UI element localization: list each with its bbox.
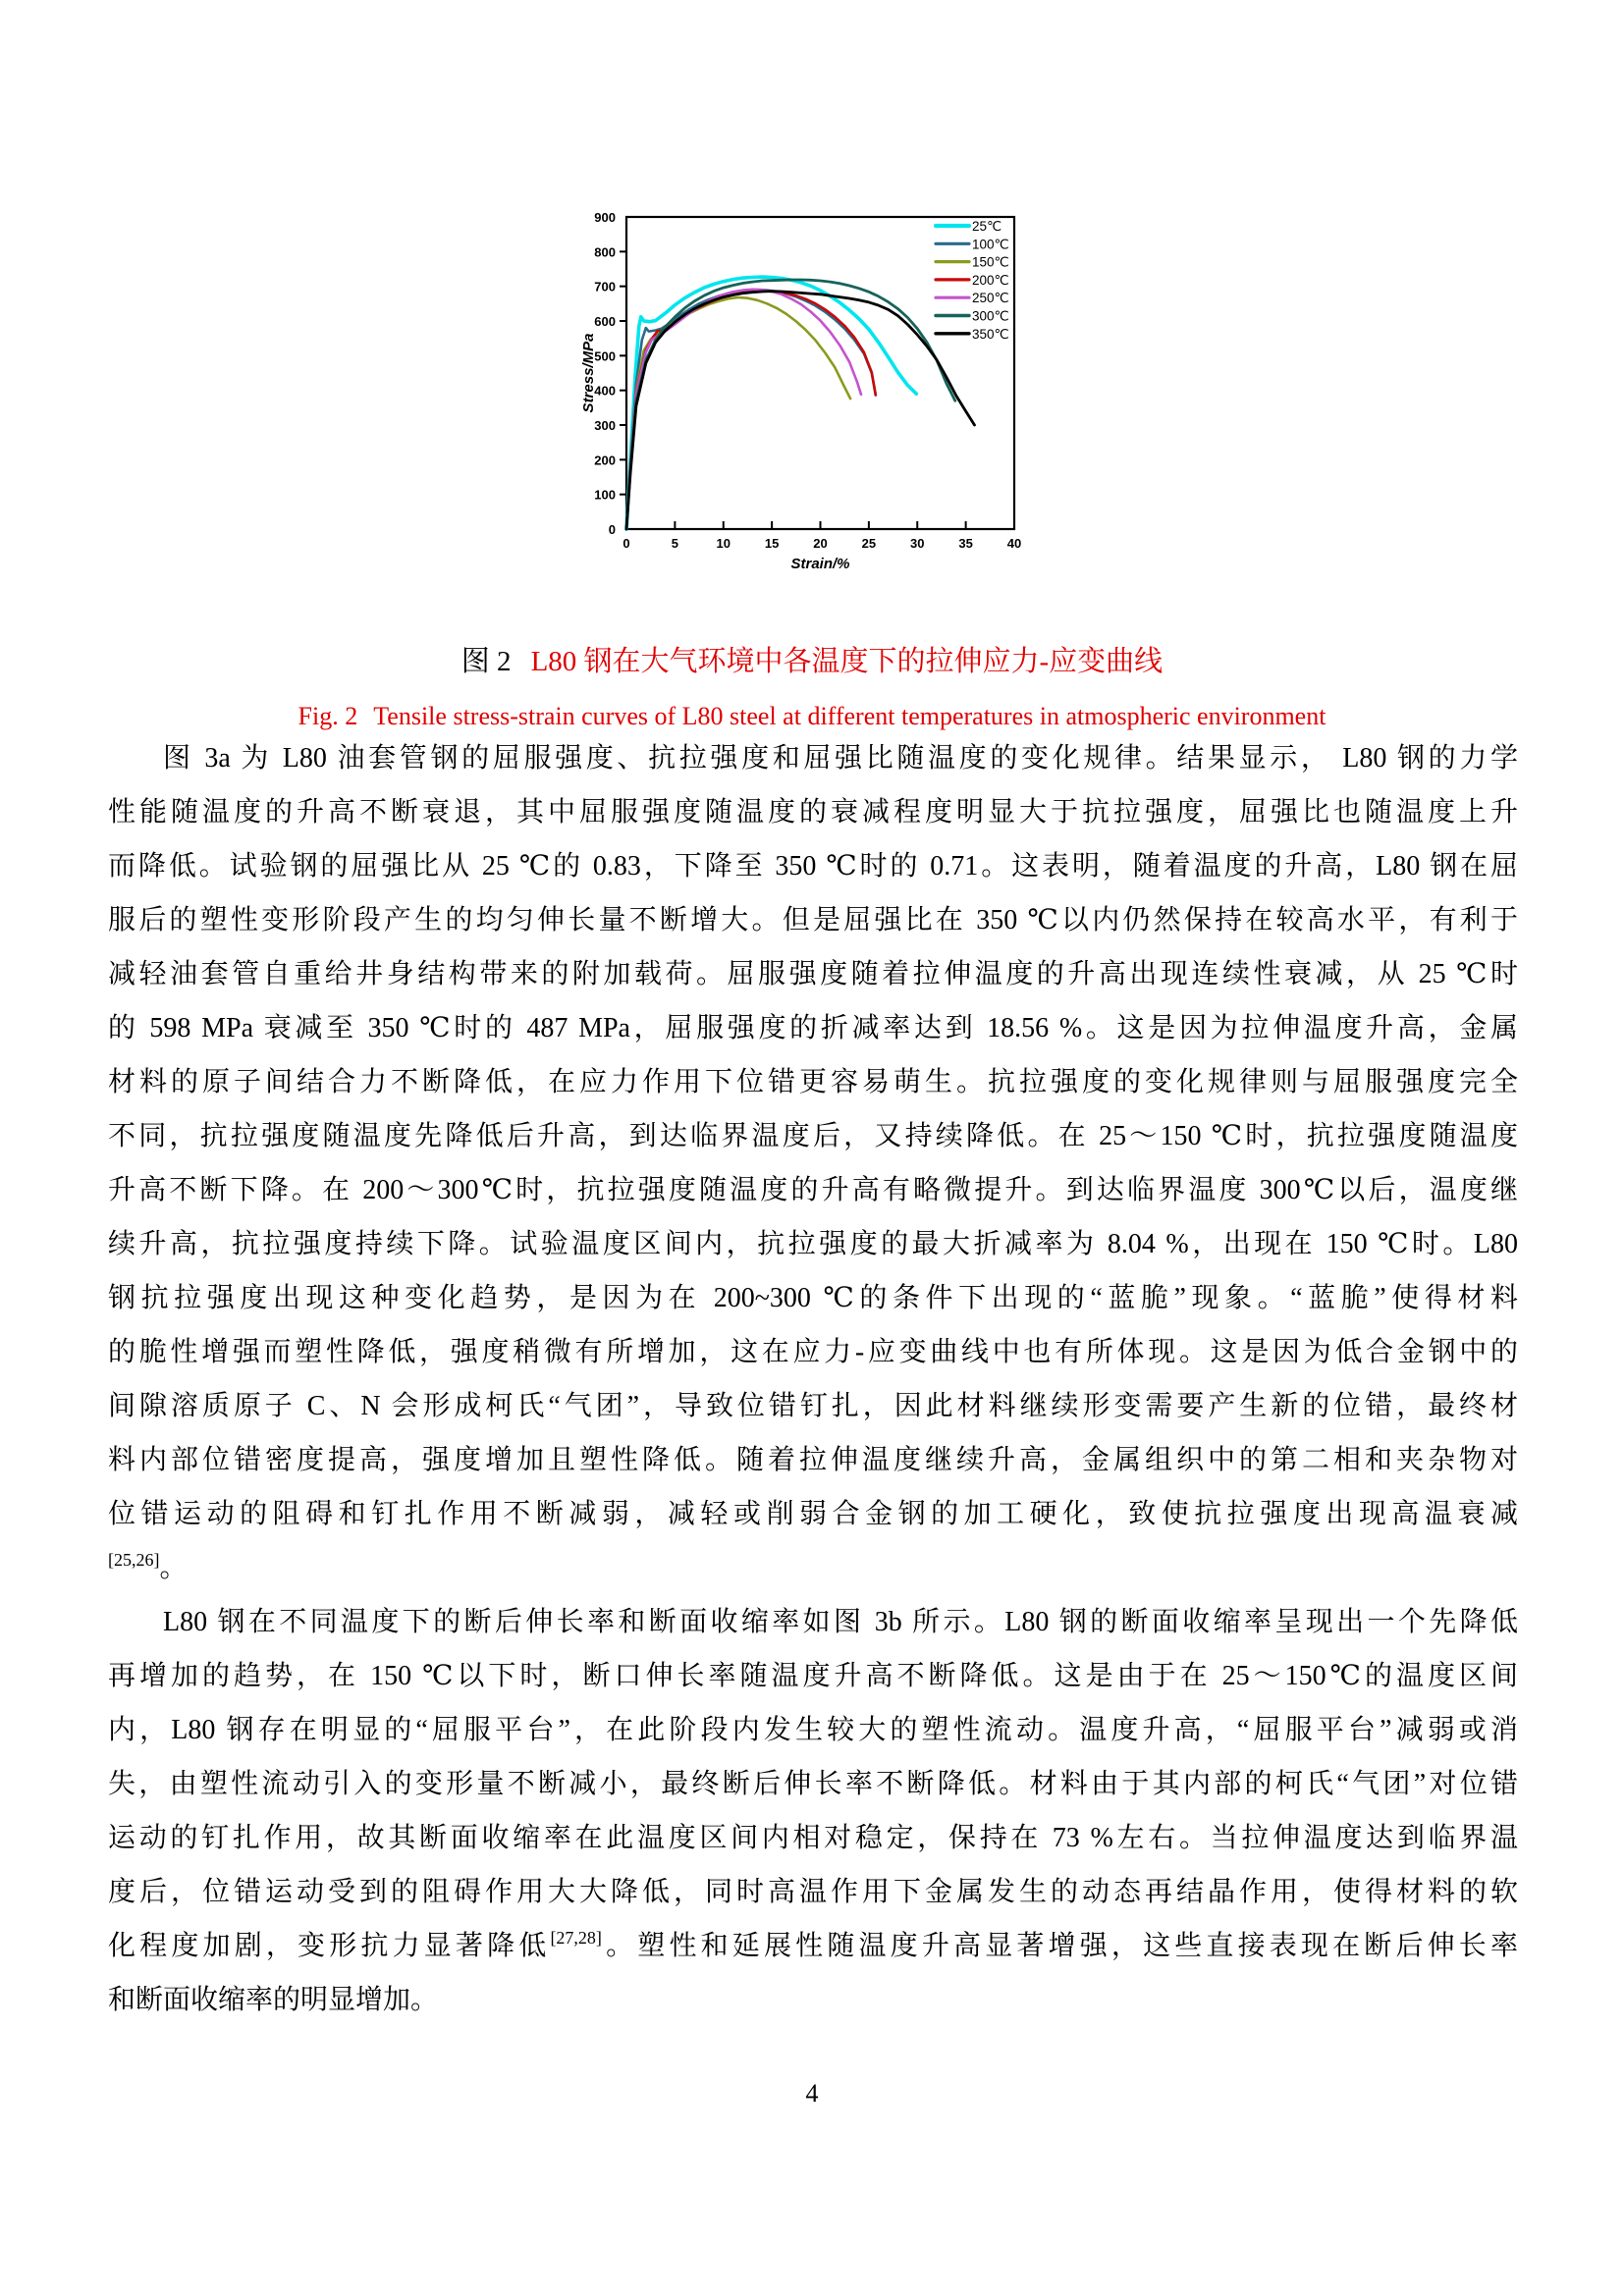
text-line: 性能随温度的升高不断衰退，其中屈服强度随温度的衰减程度明显大于抗拉强度，屈强比也随温度上升 (108, 797, 1518, 828)
text-line: 失，由塑性流动引入的变形量不断减小，最终断后伸长率不断降低。材料由于其内部的柯氏“气团”对位错 (108, 1769, 1518, 1799)
svg-text:Stress/MPa: Stress/MPa (580, 333, 597, 413)
text-line: 的脆性增强而塑性降低，强度稍微有所增加，这在应力-应变曲线中也有所体现。这是因为低合金钢中的 (108, 1337, 1518, 1367)
text-line: L80 钢在不同温度下的断后伸长率和断面收缩率如图 3b 所示。L80 钢的断面收缩率呈现出一个先降低 (163, 1607, 1518, 1637)
svg-text:200℃: 200℃ (972, 272, 1009, 288)
text-line: 内，L80 钢存在明显的“屈服平台”，在此阶段内发生较大的塑性流动。温度升高，“屈服平台”减弱或消 (108, 1715, 1518, 1745)
svg-text:25: 25 (861, 536, 877, 551)
page-number: 4 (805, 2079, 819, 2108)
svg-text:350℃: 350℃ (972, 326, 1009, 342)
stress-strain-chart (550, 187, 1041, 579)
text-line: 的 598 MPa 衰减至 350 ℃时的 487 MPa，屈服强度的折减率达到 18.56 %。这是因为拉伸温度升高，金属 (108, 1013, 1518, 1043)
svg-text:Strain/%: Strain/% (790, 556, 850, 572)
text-line: 而降低。试验钢的屈强比从 25 ℃的 0.83，下降至 350 ℃时的 0.71。这表明，随着温度的升高，L80 钢在屈 (108, 851, 1518, 881)
svg-text:100℃: 100℃ (972, 237, 1009, 252)
text-line: 运动的钉扎作用，故其断面收缩率在此温度区间内相对稳定，保持在 73 %左右。当拉伸温度达到临界温 (108, 1823, 1518, 1853)
text-line: 化程度加剧，变形抗力显著降低[27,28]。塑性和延展性随温度升高显著增强，这些直接表现在断后伸长率 (108, 1928, 1518, 1961)
text-line: 料内部位错密度提高，强度增加且塑性降低。随着拉伸温度继续升高，金属组织中的第二相和夹杂物对 (108, 1445, 1518, 1475)
figure-caption-zh-label: 图 2 (460, 646, 512, 677)
text-line: 续升高，抗拉强度持续下降。试验温度区间内，抗拉强度的最大折减率为 8.04 %，出现在 150 ℃时。L80 (108, 1229, 1518, 1259)
figure-caption-en-text: Tensile stress-strain curves of L80 steel at different temperatures in atmospheric environment (373, 702, 1326, 730)
svg-text:400: 400 (594, 383, 616, 399)
svg-text:30: 30 (910, 536, 925, 551)
svg-text:600: 600 (594, 314, 616, 329)
text-line: 材料的原子间结合力不断降低，在应力作用下位错更容易萌生。抗拉强度的变化规律则与屈服强度完全 (108, 1067, 1518, 1097)
svg-text:250℃: 250℃ (972, 291, 1009, 306)
svg-text:200: 200 (594, 453, 616, 468)
svg-text:20: 20 (813, 536, 828, 551)
svg-text:100: 100 (594, 487, 616, 503)
svg-text:35: 35 (958, 536, 973, 551)
svg-text:800: 800 (594, 244, 616, 260)
svg-text:40: 40 (1006, 536, 1022, 551)
figure-caption-en (0, 697, 1624, 736)
text-line: [25,26]。 (108, 1550, 188, 1583)
figure-caption-zh-text: L80 钢在大气环境中各温度下的拉伸应力-应变曲线 (530, 646, 1164, 677)
figure-caption-zh (0, 640, 1624, 683)
svg-text:15: 15 (764, 536, 780, 551)
text-line: 和断面收缩率的明显增加。 (108, 1985, 439, 2015)
text-line: 服后的塑性变形阶段产生的均匀伸长量不断增大。但是屈强比在 350 ℃以内仍然保持在较高水平，有利于 (108, 905, 1518, 935)
svg-text:0: 0 (623, 536, 630, 551)
text-line: 间隙溶质原子 C、N 会形成柯氏“气团”，导致位错钉扎，因此材料继续形变需要产生新的位错，最终材 (108, 1391, 1518, 1421)
svg-text:300℃: 300℃ (972, 308, 1009, 324)
svg-text:700: 700 (594, 279, 616, 294)
svg-text:150℃: 150℃ (972, 254, 1009, 270)
figure-caption-en-label: Fig. 2 (298, 702, 358, 730)
text-line: 不同，抗拉强度随温度先降低后升高，到达临界温度后，又持续降低。在 25～150 ℃时，抗拉强度随温度 (108, 1121, 1518, 1151)
text-line: 再增加的趋势，在 150 ℃以下时，断口伸长率随温度升高不断降低。这是由于在 25～150℃的温度区间 (108, 1661, 1518, 1691)
svg-text:300: 300 (594, 418, 616, 433)
svg-text:10: 10 (716, 536, 731, 551)
svg-text:500: 500 (594, 348, 616, 364)
figure-2 (550, 187, 1041, 579)
text-line: 减轻油套管自重给井身结构带来的附加载荷。屈服强度随着拉伸温度的升高出现连续性衰减，从 25 ℃时 (108, 959, 1518, 989)
body-text (108, 731, 1518, 2027)
text-line: 位错运动的阻碍和钉扎作用不断减弱，减轻或削弱合金钢的加工硬化，致使抗拉强度出现高温衰减 (108, 1499, 1518, 1529)
svg-text:25℃: 25℃ (972, 219, 1002, 234)
svg-text:5: 5 (671, 536, 678, 551)
text-line: 钢抗拉强度出现这种变化趋势，是因为在 200~300 ℃的条件下出现的“蓝脆”现象。“蓝脆”使得材料 (108, 1283, 1518, 1313)
svg-text:0: 0 (608, 522, 616, 537)
svg-text:900: 900 (594, 210, 616, 225)
text-line: 度后，位错运动受到的阻碍作用大大降低，同时高温作用下金属发生的动态再结晶作用，使得材料的软 (108, 1877, 1518, 1907)
text-line: 图 3a 为 L80 油套管钢的屈服强度、抗拉强度和屈强比随温度的变化规律。结果显示， L80 钢的力学 (163, 743, 1518, 774)
text-line: 升高不断下降。在 200～300℃时，抗拉强度随温度的升高有略微提升。到达临界温度 300℃以后，温度继 (108, 1175, 1518, 1205)
